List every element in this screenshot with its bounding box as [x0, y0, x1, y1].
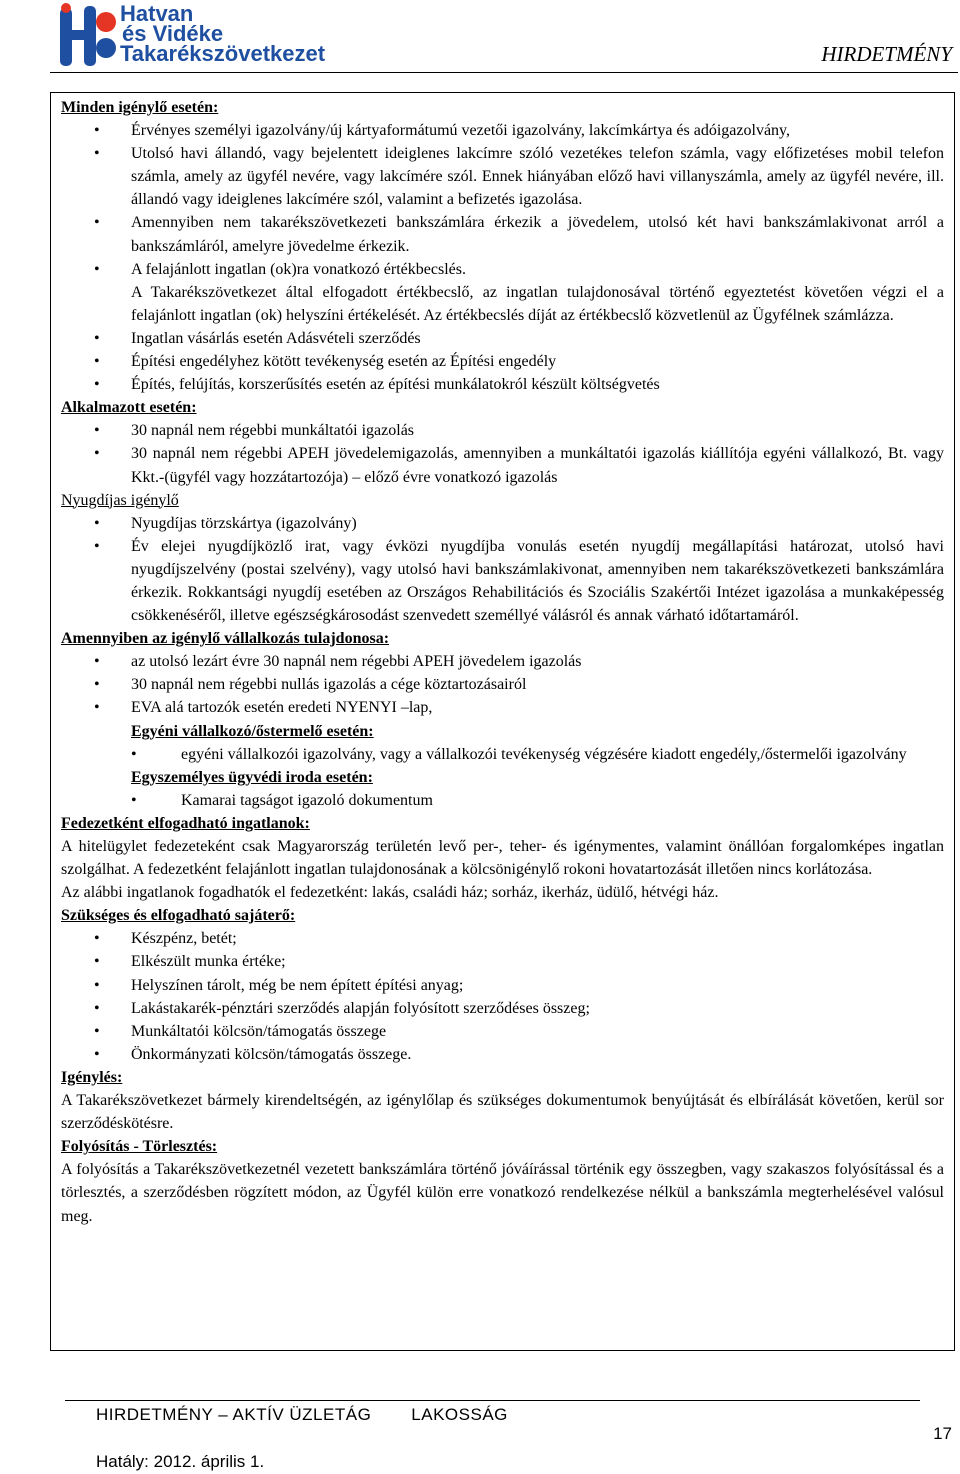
section-heading-own-funds: Szükséges és elfogadható sajáterő:	[61, 907, 296, 925]
list-item: • Készpénz, betét;	[61, 927, 944, 950]
sub-list-item-text: Kamarai tagságot igazoló dokumentum	[181, 791, 433, 809]
document-title: HIRDETMÉNY	[821, 42, 952, 66]
list-pensioner	[61, 512, 944, 627]
subsection-sole-trader	[61, 720, 944, 812]
list-item: • Ingatlan vásárlás esetén Adásvételi szerződés	[61, 327, 944, 350]
list-all-applicants-cont	[61, 327, 944, 396]
company-logo	[58, 2, 348, 72]
list-item: • az utolsó lezárt évre 30 napnál nem régebbi APEH jövedelem igazolás	[61, 650, 944, 673]
logo-text	[120, 1, 326, 66]
section-heading-business-owner: Amennyiben az igénylő vállalkozás tulajdonosa:	[61, 630, 390, 648]
list-item: • Önkormányzati kölcsön/támogatás összege.	[61, 1043, 944, 1066]
sub-list-item	[131, 743, 944, 766]
section-heading-employee: Alkalmazott esetén:	[61, 399, 197, 417]
logo-line-3: Takarékszövetkezet	[120, 41, 326, 66]
bullet-icon: •	[131, 791, 137, 809]
subsection-heading-law-office: Egyszemélyes ügyvédi iroda esetén:	[131, 768, 373, 786]
list-item: • Amennyiben nem takarékszövetkezeti bankszámlára érkezik a jövedelem, utolsó két havi bankszámlakivonat arról a bankszámláról, amelyre jövedelme érkezik.	[61, 211, 944, 257]
list-employee	[61, 419, 944, 488]
list-item: • Lakástakarék-pénztári szerződés alapján folyósított szerződéses összeg;	[61, 997, 944, 1020]
subsection-heading-sole-trader: Egyéni vállalkozó/őstermelő esetén:	[131, 722, 374, 740]
header-divider	[50, 72, 958, 73]
disbursement-paragraph: A folyósítás a Takarékszövetkezetnél vezetett bankszámlára történő jóváírással történik egy összegben, vagy szakaszos folyósítással és a törlesztés, a szerződésben rögzített módon, az Ügyfél külön erre vonatkozó rendelkezése nélkül a bankszámla megterhelésével valósul meg.	[61, 1161, 944, 1225]
logo-line-2: és Vidéke	[122, 21, 224, 46]
valuation-note: A Takarékszövetkezet által elfogadott értékbecslő, az ingatlan tulajdonosával történő egyeztetést követően végzi el a felajánlott ingatlan (ok) helyszíni értékelését. Az értékbecslés díját az értékbecslő közvetlenül az Ügyfélnek számlázza.	[131, 283, 944, 324]
section-heading-collateral: Fedezetként elfogadható ingatlanok:	[61, 814, 310, 832]
section-heading-pensioner: Nyugdíjas igénylő	[61, 491, 179, 509]
footer-divider	[65, 1400, 920, 1401]
list-item: • A felajánlott ingatlan (ok)ra vonatkozó értékbecslés.	[61, 258, 944, 281]
list-own-funds	[61, 927, 944, 1066]
list-item: • Elkészült munka értéke;	[61, 950, 944, 973]
content-box	[50, 92, 955, 1351]
list-item: • Utolsó havi állandó, vagy bejelentett ideiglenes lakcímre szóló vezetékes telefon számla, vagy előfizetéses mobil telefon számla, amely az ügyfél nevére, vagy lakcímére szól. Ennek hiányában előző havi villanyszámla, amely az ügyfél nevére, ill. állandó vagy ideiglenes lakcímére szól, valamint a befizetés igazolása.	[61, 142, 944, 211]
list-item: • Munkáltatói kölcsön/támogatás összege	[61, 1020, 944, 1043]
list-business-owner	[61, 650, 944, 719]
list-item: • 30 napnál nem régebbi nullás igazolás a cége köztartozásairól	[61, 673, 944, 696]
list-item: • 30 napnál nem régebbi APEH jövedelemigazolás, amennyiben a munkáltatói igazolás kiállítója egyéni vállalkozó, Bt. vagy Kkt.-(ügyfél vagy hozzátartozója) – előző évre vonatkozó igazolás	[61, 442, 944, 488]
list-all-applicants	[61, 119, 944, 281]
list-item: • 30 napnál nem régebbi munkáltatói igazolás	[61, 419, 944, 442]
logo-line-1: Hatvan	[120, 1, 194, 26]
collateral-paragraph-2: Az alábbi ingatlanok fogadhatók el fedezetként: lakás, családi ház; sorház, ikerház, üdülő, hétvégi ház.	[61, 884, 719, 902]
page-number: 17	[933, 1424, 952, 1443]
collateral-paragraph-1: A hitelügylet fedezeteként csak Magyarország területén levő per-, teher- és igénymentes, valamint önállóan forgalomképes ingatlan szolgálhat. A fedezetként felajánlott ingatlan tulajdonosának a kölcsönigénylő rokoni hovatartozását illetően nincs korlátozása.	[61, 838, 944, 879]
sub-list-item-text: egyéni vállalkozói igazolvány, vagy a vállalkozói tevékenység végzésére kiadott engedély,/őstermelői igazolvány	[181, 745, 907, 763]
list-item: • Építési engedélyhez kötött tevékenység esetén az Építési engedély	[61, 350, 944, 373]
list-item: • Év elejei nyugdíjközlő irat, vagy évközi nyugdíjba vonulás esetén nyugdíj megállapítási határozat, utolsó havi nyugdíjszelvény (postai szelvény), vagy utolsó havi bankszámlakivonat, amennyiben nem takarékszövetkezeti bankszámlára érkezik. Rokkantsági nyugdíj esetében az Országos Rehabilitációs és Szociális Szakértői Intézet igazolása a munkaképesség csökkenéséről, illetve egészségkárosodást szenvedett személlyé válásról és annak várható időtartamáról.	[61, 535, 944, 627]
bullet-icon: •	[131, 745, 137, 763]
list-item: • Érvényes személyi igazolvány/új kártyaformátumú vezetői igazolvány, lakcímkártya és adóigazolvány,	[61, 119, 944, 142]
list-item: • Nyugdíjas törzskártya (igazolvány)	[61, 512, 944, 535]
application-paragraph: A Takarékszövetkezet bármely kirendeltségén, az igénylőlap és szükséges dokumentumok benyújtását és elbírálását követően, kerül sor szerződéskötésre.	[61, 1092, 944, 1133]
effective-date: Hatály: 2012. április 1.	[96, 1452, 265, 1471]
footer-left-label: HIRDETMÉNY – AKTÍV ÜZLETÁG	[96, 1405, 372, 1424]
sub-list-item	[131, 789, 944, 812]
footer-label	[96, 1405, 508, 1425]
section-heading-all-applicants: Minden igénylő esetén:	[61, 99, 219, 116]
section-heading-application: Igénylés:	[61, 1068, 123, 1086]
list-item: • EVA alá tartozók esetén eredeti NYENYI –lap,	[61, 696, 944, 719]
footer-right-label: LAKOSSÁG	[411, 1405, 508, 1424]
list-item: • Helyszínen tárolt, még be nem épített építési anyag;	[61, 974, 944, 997]
section-heading-disbursement: Folyósítás - Törlesztés:	[61, 1138, 218, 1156]
logo-mark-icon	[58, 2, 118, 70]
list-item: • Építés, felújítás, korszerűsítés esetén az építési munkálatokról készült költségvetés	[61, 373, 944, 396]
